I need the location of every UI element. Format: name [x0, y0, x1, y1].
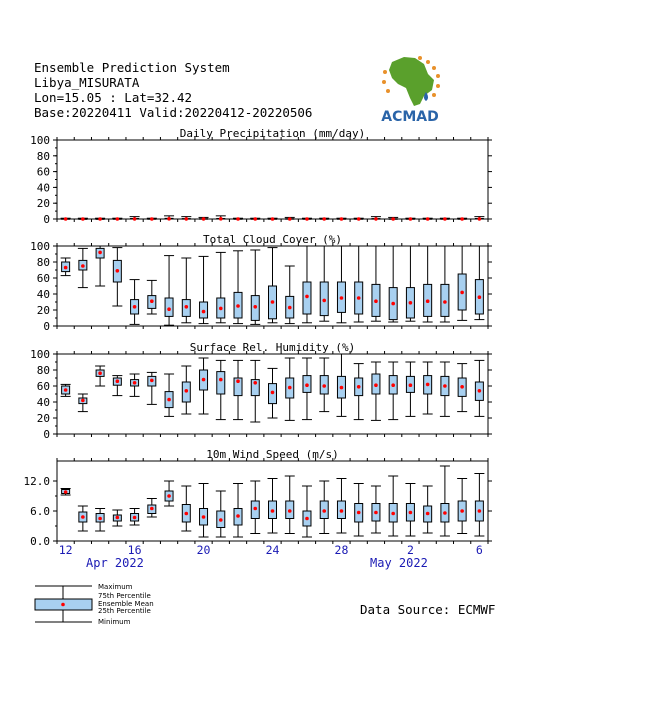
- box-day-30: [371, 217, 381, 221]
- box-day-21: [216, 491, 226, 537]
- mean-marker: [391, 217, 395, 221]
- legend-label-p75: 75th Percentile: [98, 592, 151, 600]
- box-day-12: [61, 258, 71, 276]
- panel-title: Total Cloud Cover (%): [202, 233, 343, 246]
- legend-label-p25: 25th Percentile: [98, 607, 151, 615]
- mean-marker: [288, 386, 292, 390]
- mean-marker: [167, 217, 171, 221]
- mean-marker: [305, 383, 309, 387]
- mean-marker: [409, 383, 413, 387]
- mean-marker: [133, 305, 137, 309]
- box-day-29: [354, 364, 364, 420]
- mean-marker: [202, 378, 206, 382]
- box-day-16: [130, 509, 140, 526]
- mean-marker: [133, 217, 137, 221]
- box-day-4: [440, 246, 450, 322]
- y-tick-label: 80: [36, 256, 50, 269]
- box-day-30: [371, 486, 381, 533]
- mean-marker: [98, 251, 102, 255]
- mean-marker: [460, 509, 464, 513]
- box-day-5: [457, 217, 467, 221]
- box-day-30: [371, 246, 381, 321]
- box-day-26: [302, 246, 312, 323]
- box-day-26: [302, 358, 312, 420]
- y-tick-label: 80: [36, 364, 50, 377]
- mean-marker: [219, 518, 223, 522]
- mean-marker: [116, 269, 120, 273]
- box-day-6: [474, 474, 484, 537]
- mean-marker: [322, 384, 326, 388]
- box-day-25: [285, 266, 295, 324]
- box-day-27: [319, 217, 329, 221]
- y-tick-label: 0: [43, 213, 50, 226]
- mean-marker: [253, 305, 257, 309]
- mean-marker: [374, 299, 378, 303]
- mean-marker: [81, 264, 85, 268]
- x-tick-label: 12: [58, 543, 73, 557]
- mean-marker: [253, 507, 257, 511]
- mean-marker: [443, 217, 447, 221]
- panel-title: 10m Wind Speed (m/s): [206, 448, 339, 461]
- box-day-16: [130, 280, 140, 325]
- box-day-22: [233, 217, 243, 221]
- box-day-3: [423, 486, 433, 533]
- mean-marker: [116, 379, 120, 383]
- box-day-19: [181, 217, 191, 221]
- legend: [35, 583, 154, 626]
- box-day-13: [78, 248, 88, 287]
- mean-marker: [443, 511, 447, 515]
- mean-marker: [443, 300, 447, 304]
- box-day-14: [95, 509, 105, 532]
- box-day-21: [216, 360, 226, 419]
- data-source: Data Source: ECMWF: [360, 602, 496, 617]
- box-day-16: [130, 217, 140, 221]
- mean-marker: [322, 299, 326, 303]
- box-day-29: [354, 217, 364, 221]
- box-day-3: [423, 246, 433, 322]
- mean-marker: [98, 517, 102, 521]
- mean-marker: [426, 512, 430, 516]
- mean-marker: [219, 217, 223, 221]
- x-tick-label: 20: [196, 543, 211, 557]
- box-day-22: [233, 360, 243, 419]
- y-tick-label: 12.0: [23, 475, 50, 488]
- mean-marker: [236, 514, 240, 518]
- box-day-17: [147, 499, 157, 518]
- box-day-22: [233, 251, 243, 324]
- mean-marker: [305, 517, 309, 521]
- box-day-12: [61, 489, 71, 496]
- mean-marker: [460, 385, 464, 389]
- x-tick-label: 28: [334, 543, 349, 557]
- mean-marker: [271, 391, 275, 395]
- mean-marker: [271, 217, 275, 221]
- box-day-1: [388, 362, 398, 420]
- x-tick-label: 24: [265, 543, 280, 557]
- box-day-18: [164, 256, 174, 326]
- mean-marker: [271, 509, 275, 513]
- y-tick-label: 0: [43, 320, 50, 333]
- box-day-15: [112, 217, 122, 221]
- mean-marker: [167, 398, 171, 402]
- mean-marker: [81, 217, 85, 221]
- box-day-2: [405, 246, 415, 321]
- box-day-2: [405, 362, 415, 416]
- iqr-box: [217, 372, 225, 394]
- mean-marker: [305, 295, 309, 299]
- box-day-23: [250, 217, 260, 221]
- mean-marker: [340, 509, 344, 513]
- box-day-18: [164, 216, 174, 221]
- mean-marker: [357, 385, 361, 389]
- mean-marker: [253, 217, 257, 221]
- mean-marker: [426, 299, 430, 303]
- mean-marker: [391, 302, 395, 306]
- box-day-19: [181, 258, 191, 323]
- acmad-logo-text: ACMAD: [381, 109, 439, 125]
- box-day-28: [336, 246, 346, 323]
- box-day-27: [319, 358, 329, 412]
- box-day-1: [388, 476, 398, 536]
- y-tick-label: 60: [36, 165, 50, 179]
- mean-marker: [357, 296, 361, 300]
- panel-title: Surface Rel. Humidity (%): [189, 341, 356, 354]
- box-day-14: [95, 217, 105, 221]
- mean-marker: [81, 515, 85, 519]
- box-day-22: [233, 484, 243, 538]
- box-day-20: [199, 256, 209, 323]
- y-tick-label: 60: [36, 380, 50, 393]
- mean-marker: [236, 304, 240, 308]
- month-label-may: May 2022: [370, 556, 428, 570]
- box-day-2: [405, 217, 415, 221]
- legend-label-mean: Ensemble Mean: [98, 600, 154, 608]
- box-day-26: [302, 486, 312, 537]
- mean-marker: [150, 217, 154, 221]
- mean-marker: [64, 388, 68, 392]
- mean-marker: [116, 516, 120, 520]
- mean-marker: [219, 378, 223, 382]
- box-day-27: [319, 246, 329, 321]
- mean-marker: [98, 371, 102, 375]
- y-tick-label: 80: [36, 149, 50, 163]
- box-day-25: [285, 358, 295, 420]
- box-day-16: [130, 374, 140, 396]
- mean-marker: [150, 299, 154, 303]
- mean-marker: [409, 301, 413, 305]
- mean-marker: [288, 306, 292, 310]
- box-day-1: [388, 217, 398, 221]
- iqr-box: [165, 298, 173, 316]
- y-tick-label: 40: [36, 396, 50, 409]
- box-day-24: [268, 479, 278, 534]
- box-day-3: [423, 217, 433, 221]
- box-day-15: [112, 248, 122, 306]
- box-day-26: [302, 217, 312, 221]
- y-tick-label: 20: [36, 412, 50, 425]
- mean-marker: [116, 217, 120, 221]
- mean-marker: [81, 399, 85, 403]
- box-day-6: [474, 217, 484, 221]
- box-day-28: [336, 354, 346, 416]
- panel-1: [30, 127, 492, 226]
- mean-marker: [133, 516, 137, 520]
- title-line-2: Libya_MISURATA: [34, 75, 140, 90]
- box-day-13: [78, 506, 88, 531]
- box-day-4: [440, 217, 450, 221]
- x-tick-label: 16: [127, 543, 142, 557]
- box-day-5: [457, 246, 467, 320]
- box-day-28: [336, 217, 346, 221]
- box-day-27: [319, 481, 329, 534]
- y-tick-label: 100: [30, 348, 50, 361]
- mean-marker: [236, 217, 240, 221]
- mean-marker: [340, 217, 344, 221]
- box-day-15: [112, 376, 122, 396]
- y-tick-label: 40: [36, 181, 50, 195]
- mean-marker: [322, 509, 326, 513]
- legend-mean-marker: [61, 603, 65, 607]
- mean-marker: [202, 515, 206, 519]
- mean-marker: [150, 507, 154, 511]
- mean-marker: [64, 490, 68, 494]
- box-day-14: [95, 366, 105, 386]
- mean-marker: [219, 307, 223, 311]
- mean-marker: [202, 217, 206, 221]
- mean-marker: [167, 307, 171, 311]
- box-day-6: [474, 246, 484, 320]
- mean-marker: [288, 217, 292, 221]
- box-day-4: [440, 466, 450, 536]
- x-tick-label: 6: [475, 543, 483, 557]
- legend-label-max: Maximum: [98, 583, 133, 591]
- panel-frame: [57, 140, 488, 219]
- box-day-17: [147, 372, 157, 404]
- mean-marker: [202, 310, 206, 314]
- box-day-24: [268, 217, 278, 221]
- mean-marker: [64, 266, 68, 270]
- mean-marker: [305, 217, 309, 221]
- box-day-23: [250, 250, 260, 324]
- box-day-23: [250, 360, 260, 422]
- mean-marker: [426, 217, 430, 221]
- box-day-5: [457, 479, 467, 534]
- mean-marker: [185, 217, 189, 221]
- box-day-6: [474, 360, 484, 416]
- mean-marker: [271, 300, 275, 304]
- mean-marker: [460, 217, 464, 221]
- mean-marker: [391, 383, 395, 387]
- box-day-17: [147, 217, 157, 221]
- mean-marker: [443, 384, 447, 388]
- mean-marker: [478, 509, 482, 513]
- box-day-30: [371, 362, 381, 420]
- panel-4: [24, 448, 493, 548]
- box-day-13: [78, 394, 88, 412]
- box-day-15: [112, 510, 122, 526]
- mean-marker: [409, 511, 413, 515]
- box-day-28: [336, 479, 346, 534]
- box-day-19: [181, 486, 191, 531]
- box-day-18: [164, 481, 174, 506]
- mean-marker: [340, 386, 344, 390]
- mean-marker: [478, 217, 482, 221]
- box-day-24: [268, 368, 278, 418]
- mean-marker: [185, 389, 189, 393]
- y-tick-label: 0: [43, 428, 50, 441]
- box-day-25: [285, 476, 295, 534]
- box-day-17: [147, 280, 157, 314]
- box-day-20: [199, 358, 209, 414]
- mean-marker: [185, 512, 189, 516]
- mean-marker: [357, 511, 361, 515]
- panel-3: [30, 341, 492, 441]
- y-tick-label: 100: [30, 240, 50, 253]
- mean-marker: [409, 217, 413, 221]
- mean-marker: [426, 383, 430, 387]
- title-line-3: Lon=15.05 : Lat=32.42: [34, 90, 193, 105]
- mean-marker: [253, 381, 257, 385]
- box-day-5: [457, 364, 467, 412]
- mean-marker: [391, 512, 395, 516]
- box-day-2: [405, 484, 415, 537]
- mean-marker: [478, 295, 482, 299]
- mean-marker: [236, 379, 240, 383]
- mean-marker: [185, 305, 189, 309]
- panel-title: Daily Precipitation (mm/day): [179, 127, 366, 140]
- y-tick-label: 6.0: [30, 505, 50, 518]
- box-day-13: [78, 217, 88, 221]
- box-day-3: [423, 362, 433, 414]
- box-day-12: [61, 217, 71, 221]
- box-day-21: [216, 252, 226, 322]
- y-tick-label: 0.0: [30, 535, 50, 548]
- y-tick-label: 20: [36, 197, 50, 211]
- box-day-19: [181, 366, 191, 414]
- box-day-29: [354, 246, 364, 322]
- box-day-24: [268, 248, 278, 323]
- y-tick-label: 100: [30, 134, 50, 147]
- box-day-25: [285, 217, 295, 221]
- box-day-18: [164, 374, 174, 416]
- x-tick-label: 2: [406, 543, 414, 557]
- mean-marker: [288, 509, 292, 513]
- box-day-20: [199, 217, 209, 221]
- mean-marker: [357, 217, 361, 221]
- mean-marker: [98, 217, 102, 221]
- box-day-21: [216, 216, 226, 221]
- mean-marker: [150, 379, 154, 383]
- mean-marker: [322, 217, 326, 221]
- mean-marker: [460, 291, 464, 295]
- y-tick-label: 20: [36, 304, 50, 317]
- mean-marker: [374, 217, 378, 221]
- y-tick-label: 60: [36, 272, 50, 285]
- mean-marker: [64, 217, 68, 221]
- box-day-23: [250, 481, 260, 534]
- box-day-29: [354, 484, 364, 537]
- title-line-1: Ensemble Prediction System: [34, 60, 230, 75]
- box-day-14: [95, 246, 105, 286]
- box-day-4: [440, 362, 450, 416]
- mean-marker: [133, 381, 137, 385]
- mean-marker: [167, 494, 171, 498]
- title-line-4: Base:20220411 Valid:20220412-20220506: [34, 105, 313, 120]
- mean-marker: [478, 389, 482, 393]
- legend-label-min: Minimum: [98, 618, 131, 626]
- acmad-logo: [381, 56, 440, 125]
- box-day-20: [199, 484, 209, 538]
- box-day-12: [61, 384, 71, 396]
- month-label-apr: Apr 2022: [86, 556, 144, 570]
- panel-2: [30, 233, 492, 333]
- y-tick-label: 40: [36, 288, 50, 301]
- mean-marker: [374, 511, 378, 515]
- mean-marker: [340, 296, 344, 300]
- box-day-1: [388, 246, 398, 322]
- mean-marker: [374, 383, 378, 387]
